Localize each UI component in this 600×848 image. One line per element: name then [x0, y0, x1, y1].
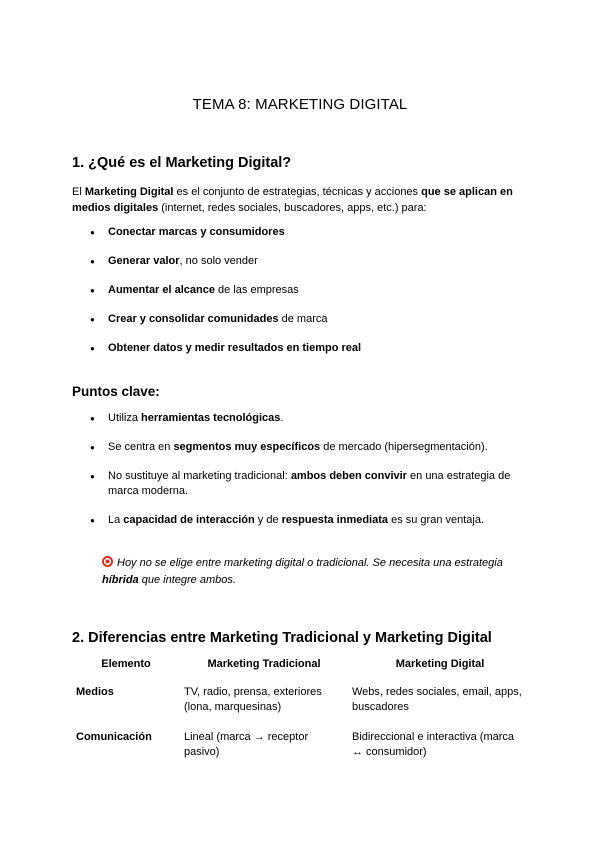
list-item: [72, 411, 532, 426]
list-item-bold: Conectar marcas y consumidores: [108, 226, 285, 238]
note-text: Hoy no se elige entre marketing digital o tradicional. Se necesita una estrategia: [117, 557, 503, 569]
table-cell: Lineal (marca → receptor pasivo): [184, 731, 309, 758]
list-item: [72, 225, 532, 240]
intro-bold: que se aplican en medios digitales: [72, 186, 513, 214]
list-item-text: es su gran ventaja.: [388, 514, 485, 526]
list-item-bold: Generar valor: [108, 255, 180, 267]
table-header-row: [72, 654, 532, 680]
table-row: [72, 680, 532, 725]
row-header: Medios: [76, 686, 114, 698]
comparison-table: [72, 654, 532, 770]
list-item-bold: herramientas tecnológicas: [141, 412, 281, 424]
column-header: Elemento: [101, 658, 151, 670]
list-item-text: de las empresas: [215, 284, 299, 296]
row-header: Comunicación: [76, 731, 152, 743]
purpose-list: [72, 225, 532, 370]
list-item: [72, 312, 532, 327]
list-item-text: de marca: [278, 313, 328, 325]
list-item-bold: Aumentar el alcance: [108, 284, 215, 296]
list-item: [72, 254, 532, 269]
table-cell: Webs, redes sociales, email, apps, buscadores: [352, 686, 522, 713]
table-cell: Bidireccional e interactiva (marca ↔ consumidor): [352, 731, 515, 758]
list-item-text: en una estrategia de marca moderna.: [108, 470, 511, 497]
keypoints-heading: Puntos clave:: [72, 384, 160, 399]
list-item: [72, 513, 532, 528]
column-header: Marketing Digital: [395, 658, 485, 670]
list-item-text: .: [280, 412, 284, 424]
document-title: TEMA 8: MARKETING DIGITAL: [192, 96, 408, 113]
list-item-bold: Obtener datos y medir resultados en tiempo real: [108, 342, 362, 354]
intro-paragraph: [72, 184, 532, 216]
list-item-text: Se centra en: [108, 441, 174, 453]
list-item-text: y de: [254, 514, 282, 526]
list-item-text: Utiliza: [108, 412, 142, 424]
list-item-text: de mercado (hipersegmentación).: [320, 441, 488, 453]
list-item-bold: capacidad de interacción: [123, 514, 255, 526]
list-item: [72, 341, 532, 356]
keypoints-list: [72, 411, 532, 542]
list-item-bold: segmentos muy específicos: [173, 441, 321, 453]
intro-text: (internet, redes sociales, buscadores, apps, etc.) para:: [158, 202, 427, 214]
list-item-bold: Crear y consolidar comunidades: [108, 313, 279, 325]
table-row: [72, 725, 532, 770]
list-item-text: No sustituye al marketing tradicional:: [108, 470, 291, 482]
intro-bold: Marketing Digital: [84, 186, 174, 198]
intro-text: El: [72, 186, 85, 198]
note-bold: híbrida: [102, 574, 139, 586]
table-cell: TV, radio, prensa, exteriores (lona, marquesinas): [184, 686, 322, 713]
note-text: que integre ambos.: [138, 574, 236, 586]
list-item-text: La: [108, 514, 124, 526]
list-item: [72, 469, 532, 499]
target-icon: [102, 556, 113, 567]
intro-text: es el conjunto de estrategias, técnicas y acciones: [173, 186, 422, 198]
list-item: [72, 440, 532, 455]
hybrid-strategy-note: [102, 555, 522, 589]
list-item: [72, 283, 532, 298]
section-1-heading: 1. ¿Qué es el Marketing Digital?: [72, 155, 292, 171]
list-item-bold: ambos deben convivir: [290, 470, 407, 482]
section-2-heading: 2. Diferencias entre Marketing Tradicional y Marketing Digital: [72, 630, 492, 646]
list-item-bold: respuesta inmediata: [281, 514, 389, 526]
column-header: Marketing Tradicional: [207, 658, 321, 670]
list-item-text: , no solo vender: [179, 255, 258, 267]
